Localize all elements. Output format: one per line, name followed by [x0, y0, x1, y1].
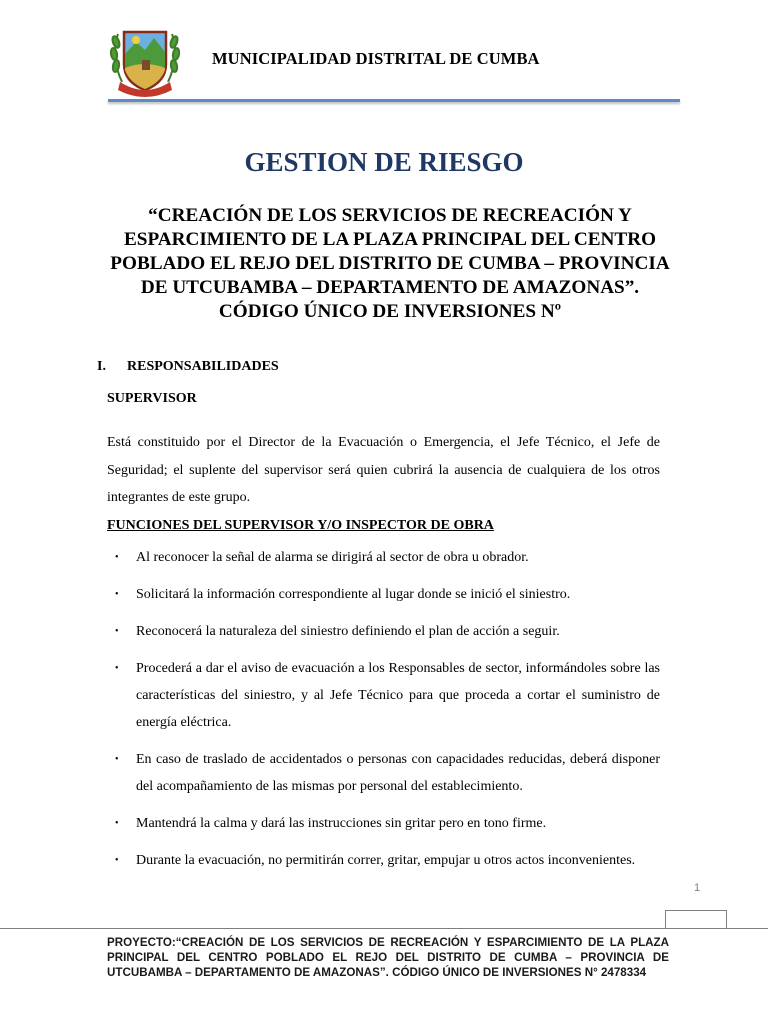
list-item-text: Mantendrá la calma y dará las instrucciones sin gritar pero en tono firme. [136, 816, 547, 831]
list-item-text: Al reconocer la señal de alarma se dirigirá al sector de obra u obrador. [136, 550, 529, 565]
list-item-text: En caso de traslado de accidentados o personas con capacidades reducidas, deberá disponer del acompañamiento de las mismas por personal del establecimiento. [136, 752, 660, 794]
list-item-text: Durante la evacuación, no permitirán correr, gritar, empujar u otros actos inconvenientes. [136, 853, 636, 868]
list-item-text: Reconocerá la naturaleza del siniestro definiendo el plan de acción a seguir. [136, 624, 560, 639]
list-item [107, 746, 660, 800]
bullet-icon: • [115, 855, 119, 866]
bullet-icon: • [115, 626, 119, 637]
bullet-icon: • [115, 589, 119, 600]
bullet-icon: • [115, 663, 119, 674]
page-number: 1 [694, 882, 701, 894]
list-item-text: Procederá a dar el aviso de evacuación a los Responsables de sector, informándoles sobre las características del siniestro, y al Jefe Técnico para que proceda a cortar el suministro de energía eléctrica. [136, 661, 660, 730]
section-heading [97, 359, 279, 375]
list-item [107, 581, 660, 608]
supervisor-subheading: SUPERVISOR [107, 391, 197, 406]
project-title: “CREACIÓN DE LOS SERVICIOS DE RECREACIÓN Y ESPARCIMIENTO DE LA PLAZA PRINCIPAL DEL CENTRO POBLADO EL REJO DEL DISTRITO DE CUMBA – PROVINCIA DE UTCUBAMBA – DEPARTAMENTO DE AMAZONAS”. CÓDIGO ÚNICO DE INVERSIONES Nº [110, 205, 670, 322]
list-item [107, 544, 660, 571]
section-number: I. [97, 359, 106, 374]
footer-project-text: PROYECTO:“CREACIÓN DE LOS SERVICIOS DE RECREACIÓN Y ESPARCIMIENTO DE LA PLAZA PRINCIPAL DEL CENTRO POBLADO EL REJO DEL DISTRITO DE CUMBA – PROVINCIA DE UTCUBAMBA – DEPARTAMENTO DE AMAZONAS”. CÓDIGO ÚNICO DE INVERSIONES N° 2478334 [107, 936, 669, 979]
bullet-icon: • [115, 552, 119, 563]
bullet-icon: • [115, 818, 119, 829]
list-item [107, 810, 660, 837]
page-number-tab [665, 910, 727, 929]
municipal-coat-of-arms-logo [106, 24, 184, 100]
bullet-icon: • [115, 754, 119, 765]
municipality-header-title: MUNICIPALIDAD DISTRITAL DE CUMBA [212, 49, 540, 68]
supervisor-paragraph: Está constituido por el Director de la Evacuación o Emergencia, el Jefe Técnico, el Jefe de Seguridad; el suplente del supervisor será quien cubrirá la ausencia de cualquiera de los otros integrantes de este grupo. [107, 435, 660, 505]
project-title-block [100, 204, 680, 322]
functions-heading: FUNCIONES DEL SUPERVISOR Y/O INSPECTOR DE OBRA [107, 518, 494, 533]
footer-divider [0, 928, 768, 929]
list-item-text: Solicitará la información correspondiente al lugar donde se inició el siniestro. [136, 587, 571, 602]
section-title: RESPONSABILIDADES [127, 359, 279, 374]
list-item [107, 847, 660, 874]
functions-list [107, 544, 660, 884]
document-title: GESTION DE RIESGO [244, 147, 524, 177]
list-item [107, 618, 660, 645]
header-divider [108, 99, 680, 102]
list-item [107, 655, 660, 736]
